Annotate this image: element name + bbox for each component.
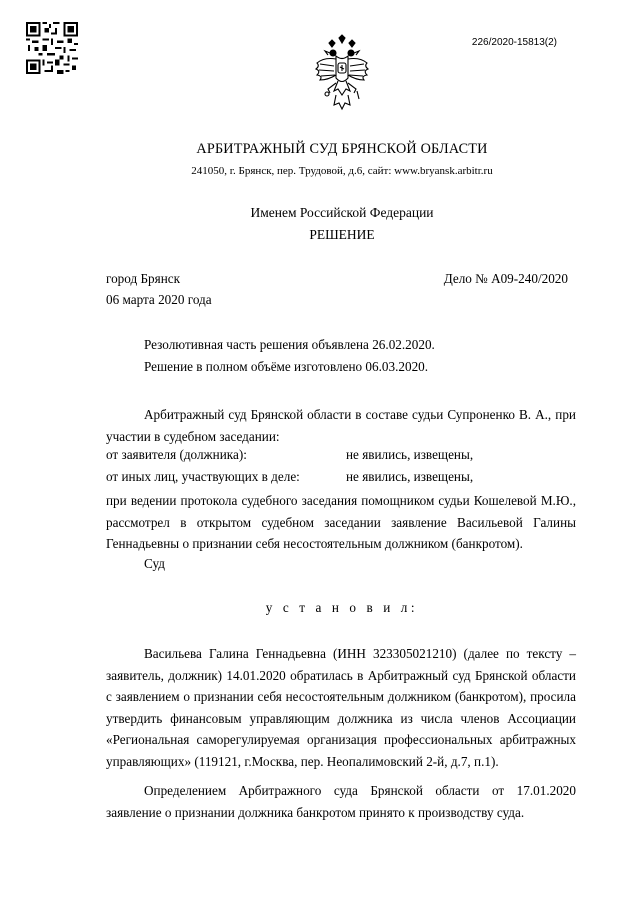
court-address: 241050, г. Брянск, пер. Трудовой, д.6, сайт: www.bryansk.arbitr.ru — [191, 165, 493, 177]
city: город Брянск — [106, 271, 181, 286]
party-label-others: от иных лиц, участвующих в деле: — [106, 469, 300, 484]
decision-title: РЕШЕНИЕ — [309, 227, 375, 242]
qr-code — [26, 22, 78, 74]
established-paragraph-2: Определением Арбитражного суда Брянской области от 17.01.2020 заявление о признании должника банкротом принято к производству суда. — [106, 783, 576, 820]
party-status-others: не явились, извещены, — [346, 469, 474, 484]
court-word: Суд — [144, 556, 165, 571]
established-paragraph-1: Васильева Галина Геннадьевна (ИНН 323305021210) (далее по тексту – заявитель, должник) 14.01.2020 обратилась в Арбитражный суд Брянской области с заявлением о признании себя несостоятельным должником (банкротом), просила утвердить финансовым управляющим должника из числа членов Ассоциации «Региональная саморегулируемая организация профессиональных арбитражных управляющих» (119121, г.Москва, пер. Неопалимовский 2-й, д.7, п.1). — [106, 646, 576, 769]
court-name: АРБИТРАЖНЫЙ СУД БРЯНСКОЙ ОБЛАСТИ — [196, 141, 488, 157]
announcement-resolutive: Резолютивная часть решения объявлена 26.02.2020. — [144, 337, 435, 352]
composition-continuation: при ведении протокола судебного заседания помощником судьи Кошелевой М.Ю., рассмотрел в открытом судебном заседании заявление Васильевой Галины Геннадьевны о признании себя несостоятельным должником (банкротом). — [106, 493, 576, 552]
decision-date: 06 марта 2020 года — [106, 292, 212, 307]
case-number: Дело № А09-240/2020 — [443, 271, 568, 286]
party-label-applicant: от заявителя (должника): — [106, 447, 247, 462]
composition-intro: Арбитражный суд Брянской области в составе судьи Супроненко В. А., при участии в судебном заседании: — [106, 407, 576, 444]
coat-of-arms-icon — [312, 33, 372, 113]
announcement-full: Решение в полном объёме изготовлено 06.03.2020. — [144, 359, 429, 374]
on-behalf-line: Именем Российской Федерации — [250, 205, 434, 220]
document-id: 226/2020-15813(2) — [471, 37, 557, 48]
established-heading: у с т а н о в и л: — [265, 600, 419, 615]
party-status-applicant: не явились, извещены, — [346, 447, 474, 462]
